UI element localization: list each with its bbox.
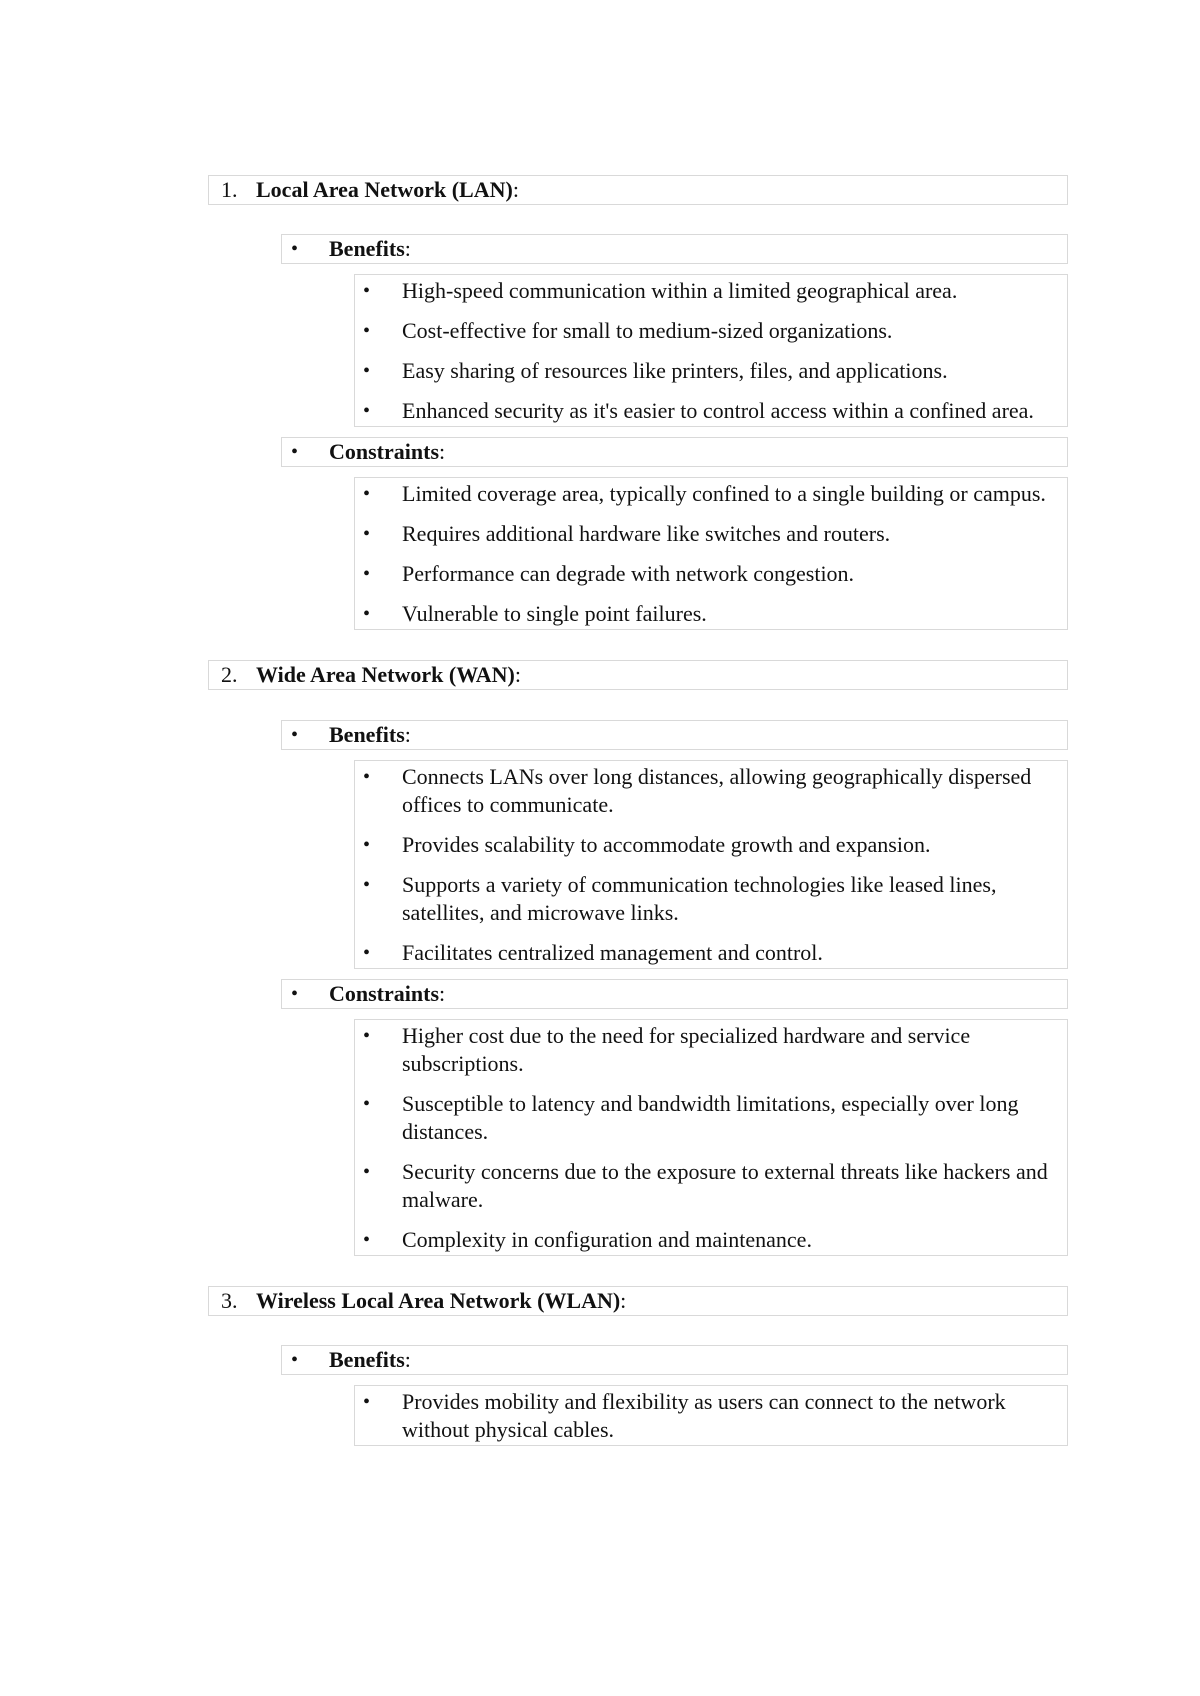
bullet-icon: •	[363, 400, 371, 422]
constraints-label-row	[281, 437, 1068, 467]
list-item-text: Limited coverage area, typically confined to a single building or campus.	[402, 481, 1046, 506]
list-item	[355, 1226, 1067, 1254]
bullet-icon: •	[291, 1348, 299, 1371]
list-item	[355, 763, 1067, 819]
constraints-list	[354, 477, 1068, 630]
section-heading	[208, 1286, 1068, 1316]
bullet-icon: •	[363, 603, 371, 625]
list-item	[355, 1022, 1067, 1078]
list-item-text: Provides mobility and flexibility as users can connect to the network without physical cables.	[402, 1389, 1006, 1442]
label-colon: :	[439, 439, 446, 464]
section-wan	[208, 660, 1068, 1256]
constraints-list	[354, 1019, 1068, 1256]
list-item-text: Vulnerable to single point failures.	[402, 601, 707, 626]
heading-colon: :	[514, 662, 522, 687]
list-item-text: Susceptible to latency and bandwidth limitations, especially over long distances.	[402, 1091, 1019, 1144]
list-item	[355, 871, 1067, 927]
bullet-icon: •	[363, 320, 371, 342]
benefits-label-row	[281, 720, 1068, 750]
constraints-group	[281, 437, 1068, 630]
list-item-text: Performance can degrade with network congestion.	[402, 561, 855, 586]
constraints-label-row	[281, 979, 1068, 1009]
heading-colon: :	[620, 1288, 627, 1313]
section-title: Wireless Local Area Network (WLAN)	[256, 1288, 621, 1313]
section-title: Wide Area Network (WAN)	[256, 662, 515, 687]
list-item	[355, 831, 1067, 859]
bullet-icon: •	[363, 483, 371, 505]
list-item	[355, 1158, 1067, 1214]
bullet-icon: •	[363, 1229, 371, 1251]
bullet-icon: •	[291, 440, 299, 463]
benefits-group	[281, 234, 1068, 427]
list-item-text: Complexity in configuration and maintenance.	[402, 1227, 812, 1252]
bullet-icon: •	[363, 1025, 371, 1047]
bullet-icon: •	[291, 982, 299, 1005]
section-number: 2.	[221, 662, 238, 687]
constraints-label: Constraints	[329, 981, 440, 1006]
list-item-text: Provides scalability to accommodate growth and expansion.	[402, 832, 931, 857]
section-number: 1.	[221, 177, 238, 202]
list-item-text: Facilitates centralized management and control.	[402, 940, 823, 965]
bullet-icon: •	[363, 280, 371, 302]
list-item	[355, 939, 1067, 967]
list-item-text: Higher cost due to the need for specialized hardware and service subscriptions.	[402, 1023, 971, 1076]
bullet-icon: •	[363, 874, 371, 896]
label-colon: :	[404, 722, 411, 747]
heading-colon: :	[512, 177, 519, 202]
list-item	[355, 1090, 1067, 1146]
list-item	[355, 480, 1067, 508]
benefits-group	[281, 1345, 1068, 1446]
benefits-label: Benefits	[329, 722, 405, 747]
section-title: Local Area Network (LAN)	[256, 177, 513, 202]
bullet-icon: •	[291, 237, 299, 260]
list-item	[355, 357, 1067, 385]
list-item	[355, 600, 1067, 628]
section-heading	[208, 660, 1068, 690]
label-colon: :	[404, 1347, 411, 1372]
benefits-label: Benefits	[329, 236, 405, 261]
list-item-text: Security concerns due to the exposure to external threats like hackers and malware.	[402, 1159, 1048, 1212]
document-body	[208, 175, 1068, 1446]
bullet-icon: •	[363, 766, 371, 788]
benefits-group	[281, 720, 1068, 969]
list-item-text: Supports a variety of communication technologies like leased lines, satellites, and microwave links.	[402, 872, 997, 925]
bullet-icon: •	[363, 1391, 371, 1413]
section-heading	[208, 175, 1068, 205]
constraints-group	[281, 979, 1068, 1256]
list-item	[355, 560, 1067, 588]
benefits-list	[354, 274, 1068, 427]
list-item-text: Enhanced security as it's easier to control access within a confined area.	[402, 398, 1034, 423]
section-lan	[208, 175, 1068, 630]
list-item	[355, 277, 1067, 305]
list-item-text: Requires additional hardware like switches and routers.	[402, 521, 891, 546]
constraints-label: Constraints	[329, 439, 440, 464]
list-item	[355, 317, 1067, 345]
bullet-icon: •	[363, 1161, 371, 1183]
bullet-icon: •	[363, 942, 371, 964]
benefits-label-row	[281, 234, 1068, 264]
list-item-text: Connects LANs over long distances, allowing geographically dispersed offices to communicate.	[402, 764, 1032, 817]
list-item	[355, 520, 1067, 548]
bullet-icon: •	[363, 523, 371, 545]
label-colon: :	[439, 981, 446, 1006]
benefits-label-row	[281, 1345, 1068, 1375]
list-item-text: Easy sharing of resources like printers, files, and applications.	[402, 358, 948, 383]
section-wlan	[208, 1286, 1068, 1446]
section-number: 3.	[221, 1288, 238, 1313]
bullet-icon: •	[291, 723, 299, 746]
benefits-label: Benefits	[329, 1347, 405, 1372]
list-item-text: High-speed communication within a limited geographical area.	[402, 278, 958, 303]
bullet-icon: •	[363, 1093, 371, 1115]
bullet-icon: •	[363, 563, 371, 585]
benefits-list	[354, 1385, 1068, 1446]
benefits-list	[354, 760, 1068, 969]
bullet-icon: •	[363, 834, 371, 856]
bullet-icon: •	[363, 360, 371, 382]
list-item	[355, 397, 1067, 425]
list-item	[355, 1388, 1067, 1444]
label-colon: :	[404, 236, 411, 261]
list-item-text: Cost-effective for small to medium-sized organizations.	[402, 318, 893, 343]
